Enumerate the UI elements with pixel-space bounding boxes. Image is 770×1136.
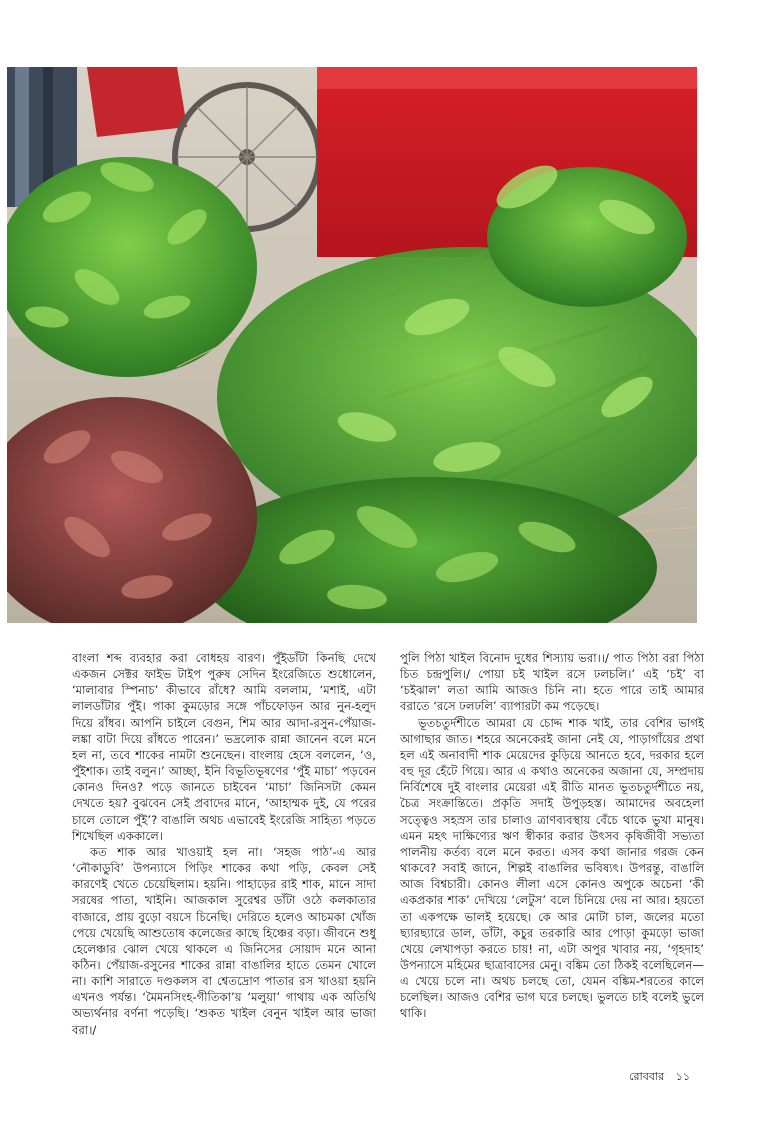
page-footer: [629, 1068, 690, 1087]
paragraph: কত শাক আর খাওয়াই হল না। ‘সহজ পাঠ’-এ আর ‘নৌকাডুবি’ উপন্যাসে পিড়িং শাকের কথা পড়ি, কেবল সেই কারণেই খেতে চেয়েছিলাম। হয়নি। পাহাড়ের রাই শাক, মানে সাদা সরষের পাতা, খাইনি। আজকাল সুরেশ্বর ডাঁটা ওঠে কলকাতার বাজারে, প্রায় বুড়ো বয়সে চিনেছি। দেরিতে হলেও আচমকা খোঁজ পেয়ে খেয়েছি আশুতোষ কলেজের কাছে হিঞ্চের বড়া। জীবনে শুধু হেলেঞ্চার ঝোল খেয়ে থাকলে এ জিনিসের সোয়াদ মনে আনা কঠিন। পেঁয়াজ-রসুনের শাকের রান্না বাঙালির হাতে তেমন খোলে না। কাশি সারাতে দণ্ডকলস বা শ্বেতদ্রোণ পাতার রস খাওয়া হয়নি এখনও পর্যন্ত। ‘মৈমনসিংহ-গীতিকা’য় ‘মলুয়া’ গাথায় এক অতিথি অভ্যর্থনার বর্ণনা পড়েছি। ‘শুকত খাইল বেনুন খাইল আর ভাজা বরা।/: [72, 844, 376, 1037]
paragraph: বাংলা শব্দ ব্যবহার করা বোধহয় বারণ। পুঁইডাঁটা কিনছি দেখে একজন সেক্টর ফাইভ টাইপ পুরুষ সেদিন ইংরেজিতে শুধোলেন, ‘মালাবার স্পিনাচ’ কীভাবে রাঁধে? আমি বললাম, ‘মশাই, এটা লালডাঁটার পুঁই। পাকা কুমড়োর সঙ্গে পাঁচফোড়ন আর নুন-হলুদ দিয়ে রাঁধব। আপনি চাইলে বেগুন, শিম আর আদা-রসুন-পেঁয়াজ-লঙ্কা বাটা দিয়ে রাঁধতে পারেন।’ ভদ্রলোক রান্না জানেন বলে মনে হল না, তবে শাকের নামটা শুনেছেন। বাংলায় হেসে বললেন, ‘ও, পুঁইশাক। তাই বলুন।’ আচ্ছা, ইনি বিভূতিভূষণের ‘পুঁই মাচা’ পড়বেন কোনও দিনও? পড়ে জানতে চাইবেন ‘মাচা’ জিনিসটা কেমন দেখতে হয়? বুঝবেন সেই প্রবাদের মানে, ‘আহাম্মক দুই, যে পরের চালে তোলে পুঁই’? বাঙালি অথচ এভাবেই ইংরেজি সাহিত্য পড়তে শিখেছিল এককালে।: [72, 651, 376, 843]
magazine-name: রোববার: [629, 1070, 665, 1083]
article-column-right: [400, 650, 704, 1022]
paragraph: পুলি পিঠা খাইল বিনোদ দুধের শিস্যায় ভরা।।/ পাত পিঠা বরা পিঠা চিত চন্দ্রপুলি।/ পোয়া চই খাইল রসে ঢলচলি।’ এই ‘চই’ বা ‘চইঝাল’ লতা আমি আজও চিনি না। হতে পারে তাই আমার বরাতে ‘রসে ঢলঢলি’ ব্যাপারটা কম পড়েছে।: [400, 651, 704, 714]
page-number: ১১: [675, 1070, 690, 1083]
greens-market-photo: [7, 67, 697, 623]
article-column-left: [72, 650, 376, 1038]
paragraph: ভূতচতুর্দশীতে আমরা যে চোদ্দ শাক খাই, তার বেশির ভাগই আগাছার জাত। শহরে অনেকেরই জানা নেই যে, পাড়াগাঁয়ের প্রথা হল এই অনাবাদী শাক মেয়েদের কুড়িয়ে আনতে হবে, দরকার হলে বহু দূর হেঁটে গিয়ে। আর এ কথাও অনেকের অজানা যে, সম্প্রদায় নির্বিশেষে দুই বাংলার মেয়েরা এই রীতি মানত ভূতচতুর্দশীতে নয়, চৈত্র সংক্রান্তিতে। প্রকৃতি সদাই উপুড়হস্ত। আমাদের অবহেলা সত্ত্বেও সহস্রস তার চালাও ত্রাণব্যবস্থায় বেঁচে থাকে ভুখা মানুষ। এমন মহৎ দাক্ষিণ্যের ঋণ স্বীকার করার উৎসব কৃষিজীবী সভ্যতা পালনীয় কর্তব্য বলে মনে করত। এসব কথা জানার গরজ কেন থাকবে? সবাই জানে, শিল্পই বাঙালির ভবিষ্যৎ। উপরন্তু, বাঙালি আজ বিশ্বচারী। কোনও লীলা এসে কোনও অপুকে অচেনা ‘কী একপ্রকার শাক’ দেখিয়ে ‘লেটুস’ বলে চিনিয়ে দেয় না আর। হয়তো তা একপক্ষে ভালই হয়েছে। কে আর মোটা চাল, জলের মতো ছ্যারছ্যারে ডাল, ডাঁটা, কচুর তরকারি আর পোড়া কুমড়ো ভাজা খেয়ে লেখাপড়া করতে চায়! না, এটা অপুর খাবার নয়, ‘গৃহদাহ’ উপন্যাসে মহিমের ছাত্রাবাসের মেনু। বঙ্কিম তো ঠিকই বলেছিলেন— এ খেয়ে চলে না। অথচ চলছে তো, যেমন বঙ্কিম-শরতের কালে চলেছিল। আজও বেশির ভাগ ঘরে চলছে। ভুলতে চাই বলেই ভুলে থাকি।: [400, 715, 704, 1021]
